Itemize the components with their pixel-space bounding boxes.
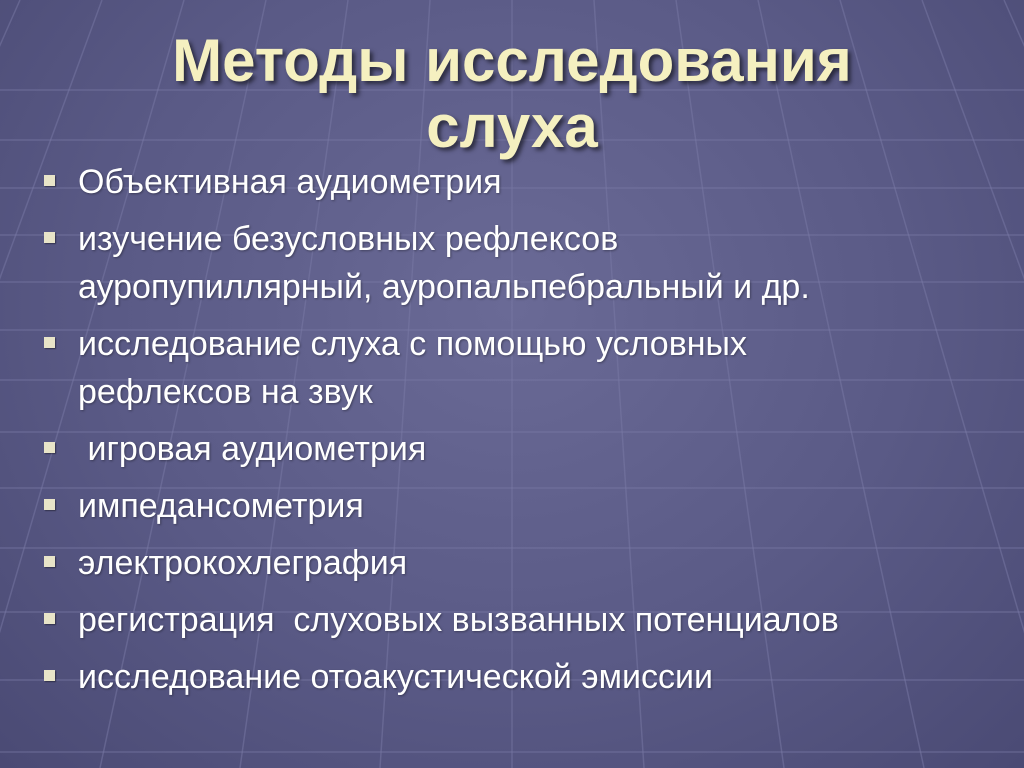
slide-title-line-2: слуха <box>426 93 598 160</box>
bullet-item <box>40 158 1000 206</box>
bullet-item <box>40 215 1000 311</box>
square-bullet-icon <box>44 337 55 348</box>
bullet-item <box>40 539 1000 587</box>
slide-title-line-1: Методы исследования <box>172 27 852 94</box>
square-bullet-icon <box>44 499 55 510</box>
bullet-list <box>40 158 1000 710</box>
square-bullet-icon <box>44 175 55 186</box>
bullet-text: Объективная аудиометрия <box>78 163 502 201</box>
bullet-item <box>40 482 1000 530</box>
bullet-item <box>40 425 1000 473</box>
square-bullet-icon <box>44 556 55 567</box>
bullet-text: изучение безусловных рефлексов ауропупиллярный, ауропальпебральный и др. <box>78 220 810 306</box>
bullet-item <box>40 653 1000 701</box>
square-bullet-icon <box>44 670 55 681</box>
bullet-text: исследование отоакустической эмиссии <box>78 658 713 696</box>
bullet-text: импедансометрия <box>78 487 364 525</box>
square-bullet-icon <box>44 442 55 453</box>
slide-title <box>0 28 1024 160</box>
square-bullet-icon <box>44 613 55 624</box>
bullet-text: электрокохлеграфия <box>78 544 408 582</box>
bullet-text: регистрация слуховых вызванных потенциалов <box>78 601 839 639</box>
square-bullet-icon <box>44 232 55 243</box>
bullet-text: исследование слуха с помощью условных рефлексов на звук <box>78 325 747 411</box>
bullet-item <box>40 596 1000 644</box>
bullet-item <box>40 320 1000 416</box>
bullet-text: игровая аудиометрия <box>78 430 427 468</box>
